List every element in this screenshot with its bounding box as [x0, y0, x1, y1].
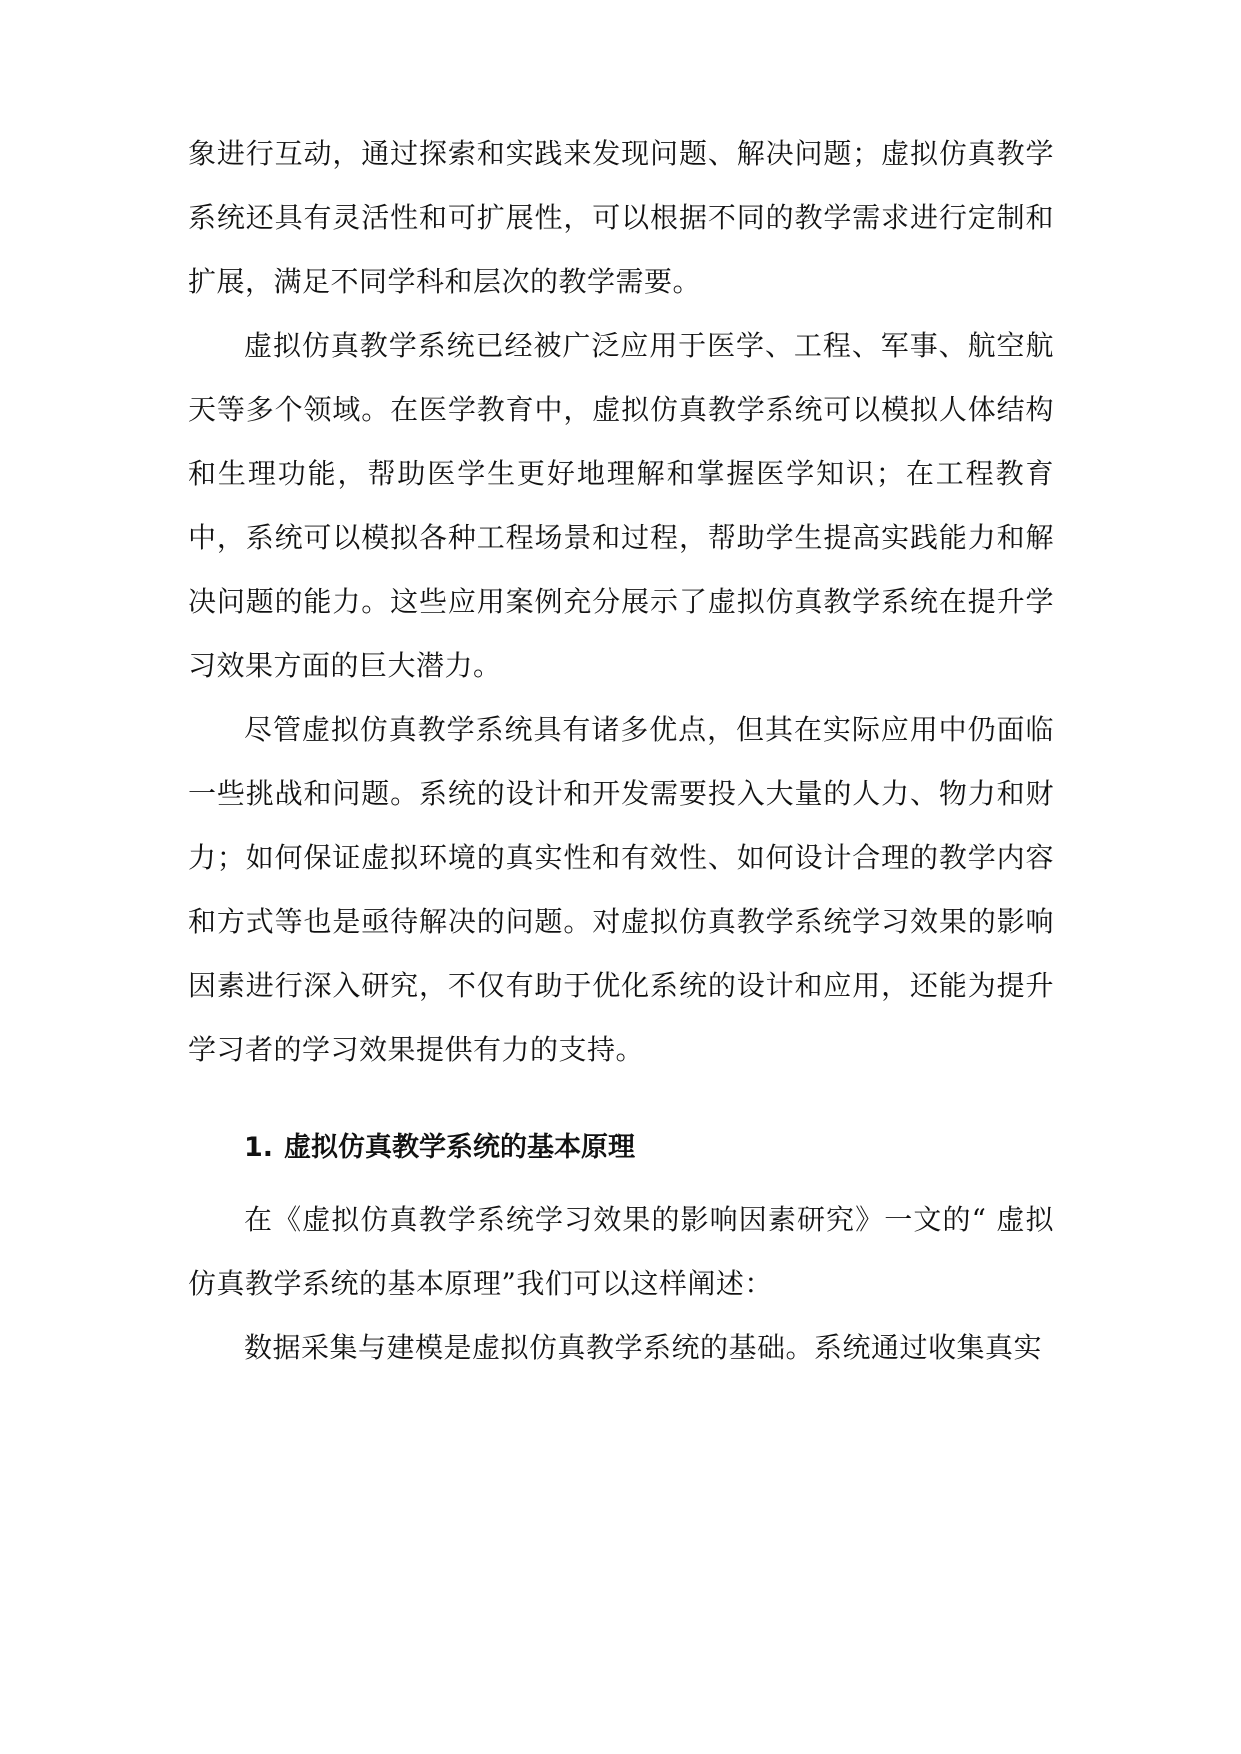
section-heading [188, 1118, 1054, 1178]
section-number: 1. [244, 1132, 274, 1163]
paragraph-applications: 虚拟仿真教学系统已经被广泛应用于医学、工程、军事、航空航天等多个领域。在医学教育中，虚拟仿真教学系统可以模拟人体结构和生理功能，帮助医学生更好地理解和掌握医学知识；在工程教育中，系统可以模拟各种工程场景和过程，帮助学生提高实践能力和解决问题的能力。这些应用案例充分展示了虚拟仿真教学系统在提升学习效果方面的巨大潜力。 [188, 329, 1054, 682]
paragraph-data-collection: 数据采集与建模是虚拟仿真教学系统的基础。系统通过收集真实 [244, 1331, 1043, 1364]
section-title: 虚拟仿真教学系统的基本原理 [284, 1132, 635, 1163]
paragraph-intro: 在《虚拟仿真教学系统学习效果的影响因素研究》一文的“ 虚拟仿真教学系统的基本原理”我们可以这样阐述： [188, 1203, 1054, 1300]
document-page [188, 122, 1054, 1380]
paragraph-challenges: 尽管虚拟仿真教学系统具有诸多优点，但其在实际应用中仍面临一些挑战和问题。系统的设计和开发需要投入大量的人力、物力和财力；如何保证虚拟环境的真实性和有效性、如何设计合理的教学内容和方式等也是亟待解决的问题。对虚拟仿真教学系统学习效果的影响因素进行深入研究，不仅有助于优化系统的设计和应用，还能为提升学习者的学习效果提供有力的支持。 [188, 713, 1054, 1066]
paragraph-continuation: 象进行互动，通过探索和实践来发现问题、解决问题；虚拟仿真教学系统还具有灵活性和可扩展性，可以根据不同的教学需求进行定制和扩展，满足不同学科和层次的教学需要。 [188, 137, 1054, 298]
